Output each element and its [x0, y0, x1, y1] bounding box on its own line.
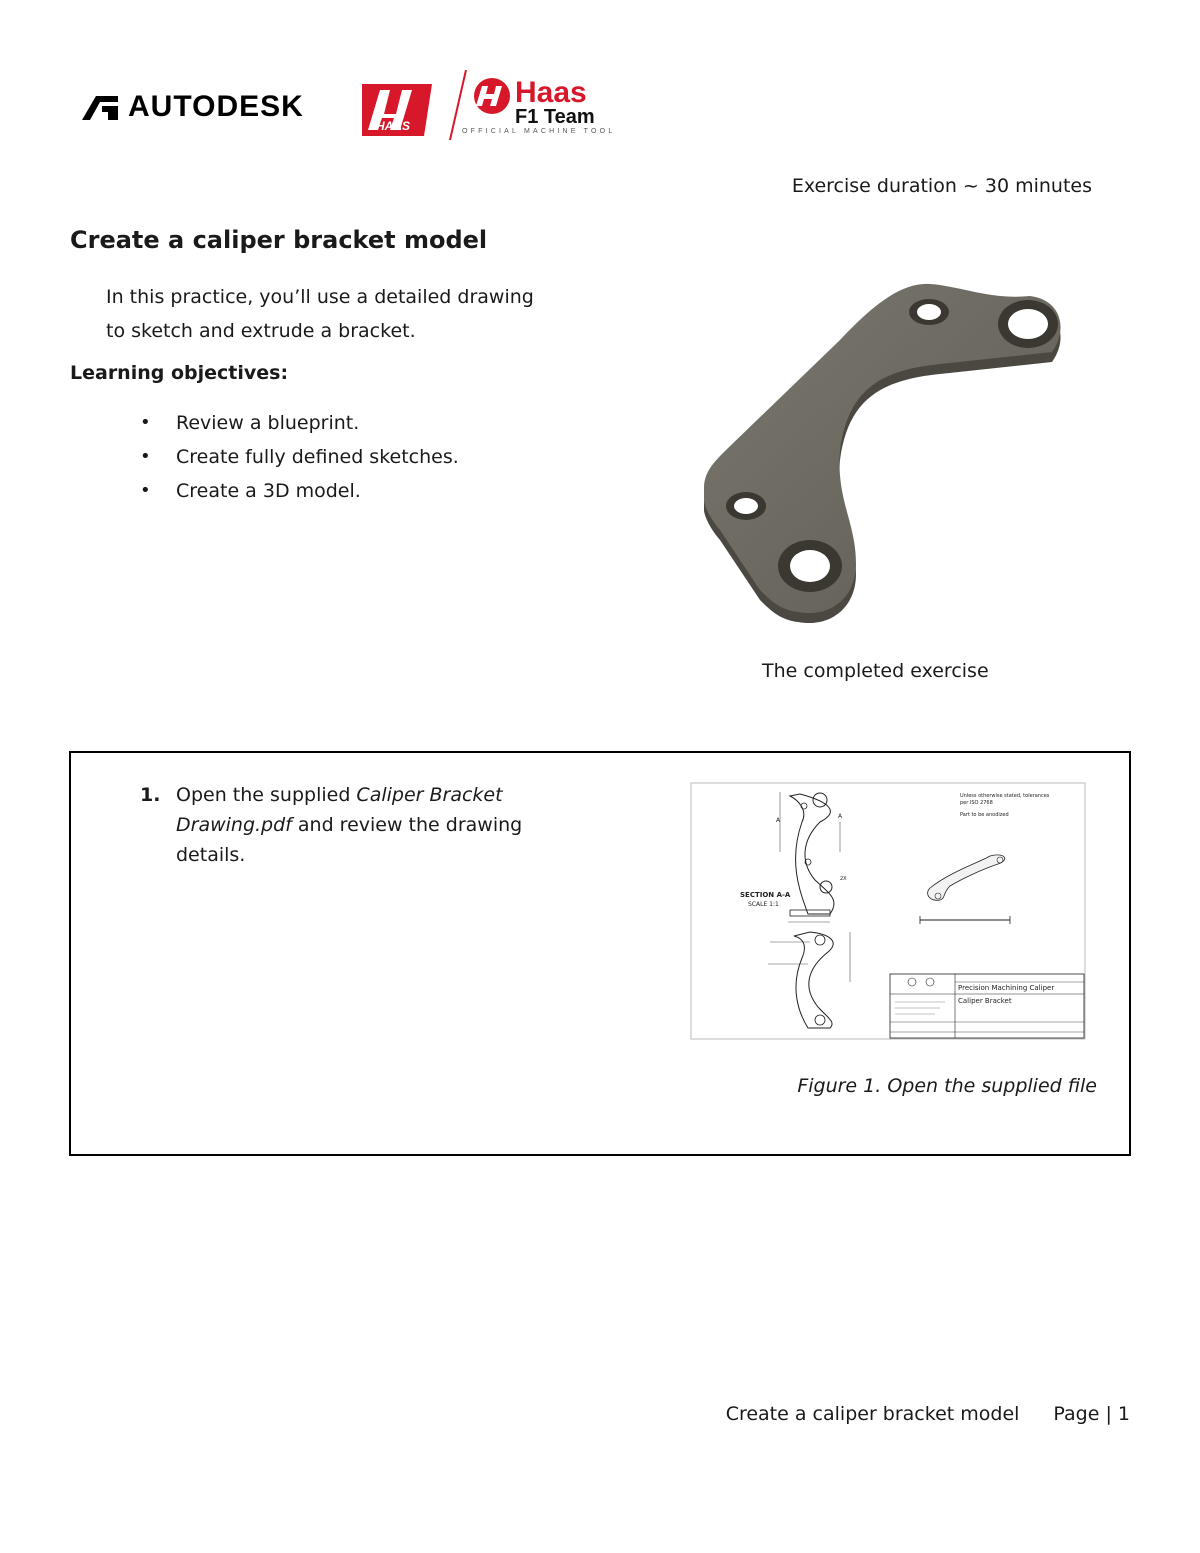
bullet-icon: •: [140, 446, 151, 467]
haas-wordmark: Haas: [515, 76, 587, 109]
file-name: Caliper Bracket Drawing.pdf: [176, 784, 503, 836]
autodesk-logo: [80, 90, 304, 124]
list-item: [140, 474, 459, 508]
drawing-note: per ISO 2768: [960, 800, 993, 806]
title-block-name: Precision Machining Caliper: [958, 984, 1055, 992]
haas-tagline: OFFICIAL MACHINE TOOL: [462, 128, 616, 135]
section-label: SECTION A-A: [740, 891, 791, 899]
figure-caption: Figure 1. Open the supplied file: [797, 1075, 1097, 1097]
svg-text:A: A: [838, 813, 843, 820]
haas-emblem-text: HAAS: [376, 119, 411, 133]
objective-text: Review a blueprint.: [176, 412, 360, 434]
bullet-icon: •: [140, 480, 151, 501]
objectives-list: [140, 406, 459, 508]
page-title: Create a caliper bracket model: [70, 226, 488, 254]
list-item: [140, 440, 459, 474]
step-1: [140, 780, 560, 870]
svg-text:2X: 2X: [840, 876, 847, 882]
autodesk-mark-icon: [80, 92, 120, 122]
bullet-icon: •: [140, 412, 151, 433]
bracket-render-image: [690, 270, 1080, 650]
list-item: [140, 406, 459, 440]
intro-paragraph: [106, 280, 586, 348]
drawing-note: Part to be anodized: [960, 812, 1009, 818]
page-number: Page | 1: [1053, 1403, 1130, 1425]
render-caption: The completed exercise: [762, 660, 989, 682]
intro-line: to sketch and extrude a bracket.: [106, 320, 416, 342]
objective-text: Create fully defined sketches.: [176, 446, 459, 468]
scale-label: SCALE 1:1: [748, 901, 779, 908]
svg-text:A: A: [776, 817, 781, 824]
objectives-heading: Learning objectives:: [70, 362, 289, 384]
footer-title: Create a caliper bracket model: [725, 1403, 1020, 1425]
step-text-after: and review the drawing details.: [176, 814, 523, 866]
drawing-note: Unless otherwise stated, tolerances: [960, 793, 1050, 799]
exercise-duration: Exercise duration ~ 30 minutes: [791, 175, 1092, 197]
step-text-before: Open the supplied: [176, 784, 357, 806]
haas-team-wordmark: F1 Team: [515, 106, 595, 128]
step-number: 1.: [140, 784, 161, 806]
step-instructions: [140, 780, 560, 870]
autodesk-wordmark: AUTODESK: [128, 90, 304, 123]
drawing-sheet-image: [690, 782, 1086, 1040]
intro-line: In this practice, you’ll use a detailed drawing: [106, 286, 534, 308]
objective-text: Create a 3D model.: [176, 480, 361, 502]
page-footer: [726, 1403, 1130, 1425]
title-block-part: Caliper Bracket: [958, 997, 1012, 1005]
